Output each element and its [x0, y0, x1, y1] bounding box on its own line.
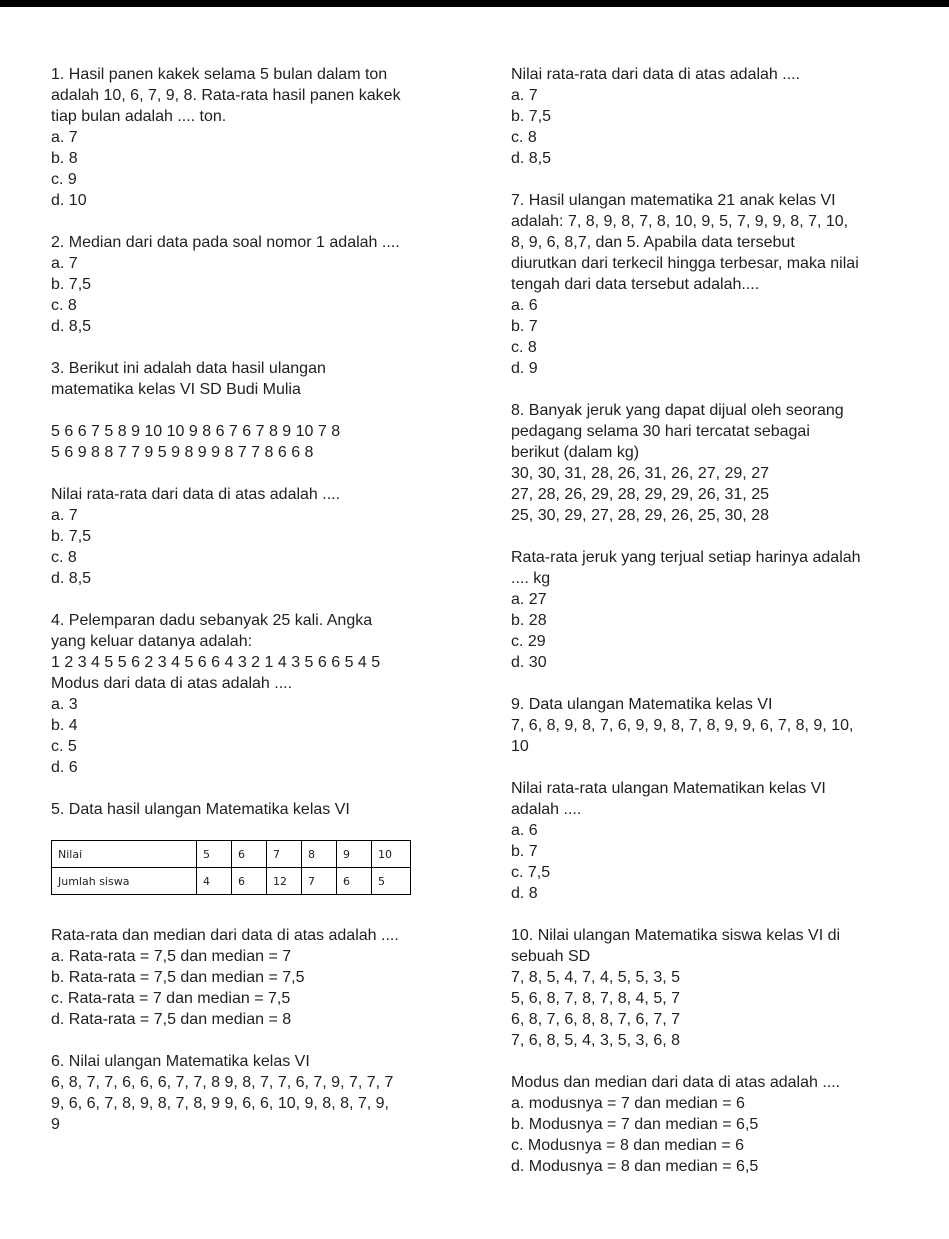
question-8 [511, 400, 931, 673]
data-line: 5, 6, 8, 7, 8, 7, 8, 4, 5, 7 [511, 990, 680, 1007]
data-line: 10 [511, 738, 529, 755]
option: c. 29 [511, 633, 546, 650]
option: d. 6 [51, 759, 78, 776]
spacer [51, 778, 471, 799]
text-line: 9. Data ulangan Matematika kelas VI [511, 696, 773, 713]
data-line: 9, 6, 6, 7, 8, 9, 8, 7, 8, 9 9, 6, 6, 10, 9, 8, 8, 7, 9, [51, 1095, 389, 1112]
data-line: 1 2 3 4 5 5 6 2 3 4 5 6 6 4 3 2 1 4 3 5 6 6 5 4 5 [51, 654, 381, 671]
option: c. 5 [51, 738, 77, 755]
right-column [511, 64, 931, 1177]
option: c. 8 [51, 297, 77, 314]
table-cell: 6 [232, 868, 267, 895]
data-line: 7, 6, 8, 9, 8, 7, 6, 9, 9, 8, 7, 8, 9, 9, 6, 7, 8, 9, 10, [511, 717, 854, 734]
spacer [511, 904, 931, 925]
text-line: adalah 10, 6, 7, 9, 8. Rata-rata hasil panen kakek [51, 87, 401, 104]
text-line: 4. Pelemparan dadu sebanyak 25 kali. Angka [51, 612, 373, 629]
table-cell: 4 [197, 868, 232, 895]
text-line: yang keluar datanya adalah: [51, 633, 253, 650]
table-cell: 6 [337, 868, 372, 895]
table-cell: Nilai [52, 841, 197, 868]
text-line: sebuah SD [511, 948, 591, 965]
spacer [51, 337, 471, 358]
option: d. 9 [511, 360, 538, 377]
text-line: 1. Hasil panen kakek selama 5 bulan dalam ton [51, 66, 388, 83]
text-line: adalah: 7, 8, 9, 8, 7, 8, 10, 9, 5, 7, 9, 9, 8, 7, 10, [511, 213, 849, 230]
question-2 [51, 232, 471, 337]
spacer [511, 379, 931, 400]
option: b. 7 [511, 843, 538, 860]
option: c. 8 [511, 129, 537, 146]
text-line: Nilai rata-rata ulangan Matematikan kelas VI [511, 780, 826, 797]
question-6-continued [511, 64, 931, 169]
option: d. 8 [511, 885, 538, 902]
question-4 [51, 610, 471, 778]
table-cell: 7 [267, 841, 302, 868]
text-line: diurutkan dari terkecil hingga terbesar, maka nilai [511, 255, 859, 272]
spacer [511, 169, 931, 190]
option: b. 8 [51, 150, 78, 167]
table-cell: 5 [197, 841, 232, 868]
text-line: 8, 9, 6, 8,7, dan 5. Apabila data tersebut [511, 234, 795, 251]
option: d. 10 [51, 192, 87, 209]
option: b. 7,5 [511, 108, 552, 125]
spacer [511, 673, 931, 694]
data-line: 7, 8, 5, 4, 7, 4, 5, 5, 3, 5 [511, 969, 680, 986]
data-line: 27, 28, 26, 29, 28, 29, 29, 26, 31, 25 [511, 486, 769, 503]
option: d. 8,5 [511, 150, 552, 167]
option: b. 7,5 [51, 276, 92, 293]
option: a. Rata-rata = 7,5 dan median = 7 [51, 948, 292, 965]
text-line: 6. Nilai ulangan Matematika kelas VI [51, 1053, 310, 1070]
text-line: 3. Berikut ini adalah data hasil ulangan [51, 360, 326, 377]
option: a. 3 [51, 696, 78, 713]
text-line: 10. Nilai ulangan Matematika siswa kelas VI di [511, 927, 841, 944]
option: b. Rata-rata = 7,5 dan median = 7,5 [51, 969, 305, 986]
text-line: 5. Data hasil ulangan Matematika kelas VI [51, 801, 350, 818]
text-line: Nilai rata-rata dari data di atas adalah .... [51, 486, 341, 503]
text-line: Modus dan median dari data di atas adalah .... [511, 1074, 841, 1091]
spacer [51, 895, 471, 925]
table-cell: Jumlah siswa [52, 868, 197, 895]
option: d. 8,5 [51, 570, 92, 587]
option: b. Modusnya = 7 dan median = 6,5 [511, 1116, 759, 1133]
spacer [511, 1051, 931, 1072]
option: a. 6 [511, 822, 538, 839]
table-cell: 6 [232, 841, 267, 868]
spacer [51, 400, 471, 421]
option: c. Rata-rata = 7 dan median = 7,5 [51, 990, 291, 1007]
option: c. 7,5 [511, 864, 551, 881]
question-9 [511, 694, 931, 904]
option: a. 27 [511, 591, 547, 608]
question-10 [511, 925, 931, 1177]
option: c. 9 [51, 171, 77, 188]
text-line: pedagang selama 30 hari tercatat sebagai [511, 423, 810, 440]
top-black-bar [0, 0, 949, 7]
question-3 [51, 358, 471, 589]
text-line: Nilai rata-rata dari data di atas adalah .... [511, 66, 801, 83]
data-line: 7, 6, 8, 5, 4, 3, 5, 3, 6, 8 [511, 1032, 680, 1049]
text-line: 8. Banyak jeruk yang dapat dijual oleh seorang [511, 402, 844, 419]
question-7 [511, 190, 931, 379]
text-line: 7. Hasil ulangan matematika 21 anak kelas VI [511, 192, 836, 209]
option: a. modusnya = 7 dan median = 6 [511, 1095, 745, 1112]
text-line: Modus dari data di atas adalah .... [51, 675, 293, 692]
option: b. 7,5 [51, 528, 92, 545]
data-line: 6, 8, 7, 7, 6, 6, 6, 7, 7, 8 9, 8, 7, 7, 6, 7, 9, 7, 7, 7 [51, 1074, 394, 1091]
option: b. 4 [51, 717, 78, 734]
table-row [52, 841, 411, 868]
data-line: 5 6 9 8 8 7 7 9 5 9 8 9 9 8 7 7 8 6 6 8 [51, 444, 314, 461]
option: c. 8 [51, 549, 77, 566]
spacer [51, 820, 471, 834]
option: d. Rata-rata = 7,5 dan median = 8 [51, 1011, 292, 1028]
text-line: matematika kelas VI SD Budi Mulia [51, 381, 301, 398]
option: a. 6 [511, 297, 538, 314]
option: a. 7 [511, 87, 538, 104]
table-cell: 12 [267, 868, 302, 895]
option: a. 7 [51, 255, 78, 272]
data-line: 6, 8, 7, 6, 8, 8, 7, 6, 7, 7 [511, 1011, 680, 1028]
table-row [52, 868, 411, 895]
option: d. 30 [511, 654, 547, 671]
table-cell: 10 [372, 841, 411, 868]
text-line: Rata-rata jeruk yang terjual setiap harinya adalah [511, 549, 861, 566]
option: b. 7 [511, 318, 538, 335]
spacer [511, 757, 931, 778]
table-cell: 8 [302, 841, 337, 868]
spacer [511, 526, 931, 547]
option: d. 8,5 [51, 318, 92, 335]
text-line: tiap bulan adalah .... ton. [51, 108, 227, 125]
spacer [51, 589, 471, 610]
option: a. 7 [51, 129, 78, 146]
data-line: 5 6 6 7 5 8 9 10 10 9 8 6 7 6 7 8 9 10 7 8 [51, 423, 341, 440]
option: b. 28 [511, 612, 547, 629]
data-line: 25, 30, 29, 27, 28, 29, 26, 25, 30, 28 [511, 507, 769, 524]
table-cell: 5 [372, 868, 411, 895]
text-line: 2. Median dari data pada soal nomor 1 adalah .... [51, 234, 400, 251]
option: d. Modusnya = 8 dan median = 6,5 [511, 1158, 759, 1175]
data-line: 30, 30, 31, 28, 26, 31, 26, 27, 29, 27 [511, 465, 769, 482]
question-5 [51, 799, 471, 1030]
text-line: .... kg [511, 570, 551, 587]
table-cell: 7 [302, 868, 337, 895]
spacer [51, 1030, 471, 1051]
spacer [51, 463, 471, 484]
left-column [51, 64, 471, 1135]
option: a. 7 [51, 507, 78, 524]
option: c. Modusnya = 8 dan median = 6 [511, 1137, 745, 1154]
text-line: berikut (dalam kg) [511, 444, 640, 461]
text-line: adalah .... [511, 801, 582, 818]
question-6 [51, 1051, 471, 1135]
question-1 [51, 64, 471, 211]
option: c. 8 [511, 339, 537, 356]
data-line: 9 [51, 1116, 60, 1133]
spacer [51, 211, 471, 232]
text-line: tengah dari data tersebut adalah.... [511, 276, 760, 293]
text-line: Rata-rata dan median dari data di atas adalah .... [51, 927, 399, 944]
table-cell: 9 [337, 841, 372, 868]
score-table [51, 840, 411, 895]
